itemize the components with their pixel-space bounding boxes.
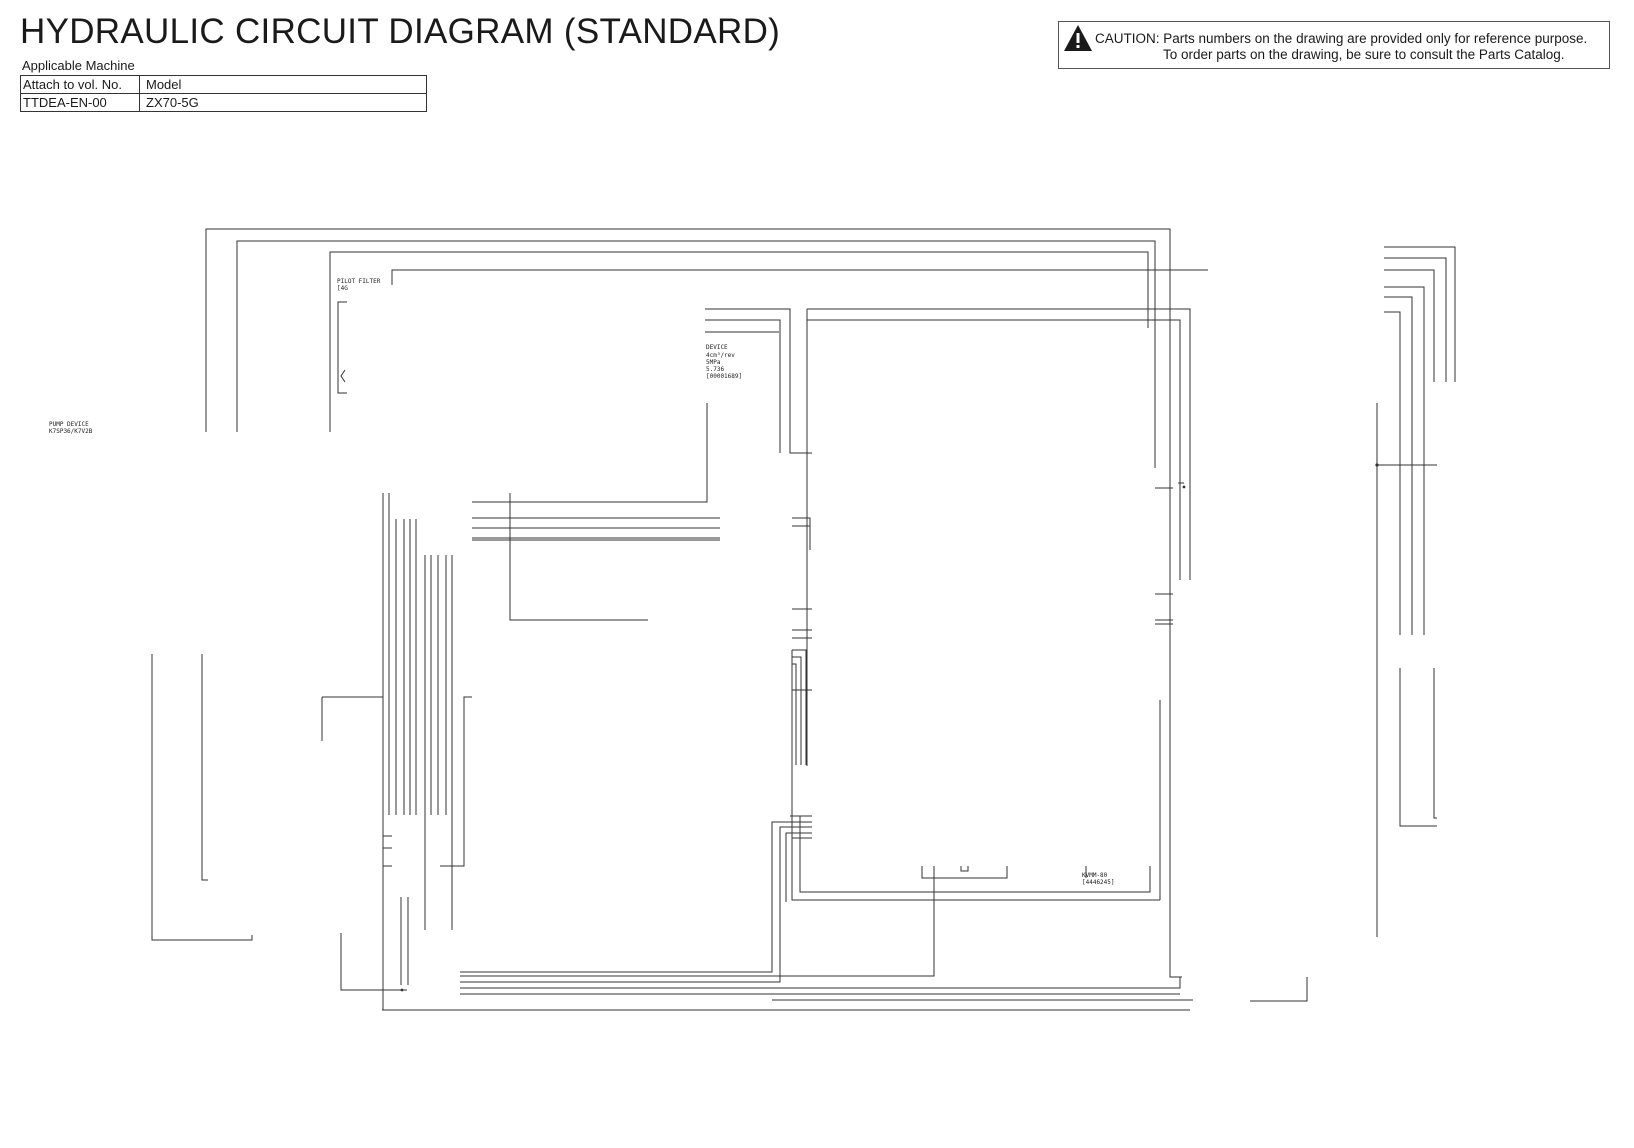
pilot-filter-part-label: [4G [337,285,348,292]
pilot-filter-label: PILOT FILTER [337,278,381,285]
motor-part-label: [4446245] [1082,879,1115,886]
motor-model-label: KVMM-80 [1082,872,1108,879]
header-model: Model [140,76,427,94]
device-spec1-label: 4cm³/rev [706,352,735,359]
device-part-label: [00001689] [706,373,743,380]
header-attach-vol: Attach to vol. No. [21,76,140,94]
device-spec3-label: 5.736 [706,366,725,373]
caution-text-line1: CAUTION: Parts numbers on the drawing are provided only for reference purpose. [1095,31,1588,46]
junction-dots [401,463,1379,991]
applicable-machine-label: Applicable Machine [22,58,135,73]
cell-vol-number: TTDEA-EN-00 [21,94,140,112]
caution-text-line2: To order parts on the drawing, be sure to consult the Parts Catalog. [1163,47,1565,62]
pump-device-label: PUMP DEVICE [49,421,89,428]
device-label: DEVICE [706,344,728,351]
page-title: HYDRAULIC CIRCUIT DIAGRAM (STANDARD) [20,12,781,51]
cell-model: ZX70-5G [140,94,427,112]
circuit-lines [152,229,1455,1010]
device-spec2-label: 5MPa [706,359,721,366]
pump-device-model-label: K7SP36/K7V2B [49,428,93,435]
